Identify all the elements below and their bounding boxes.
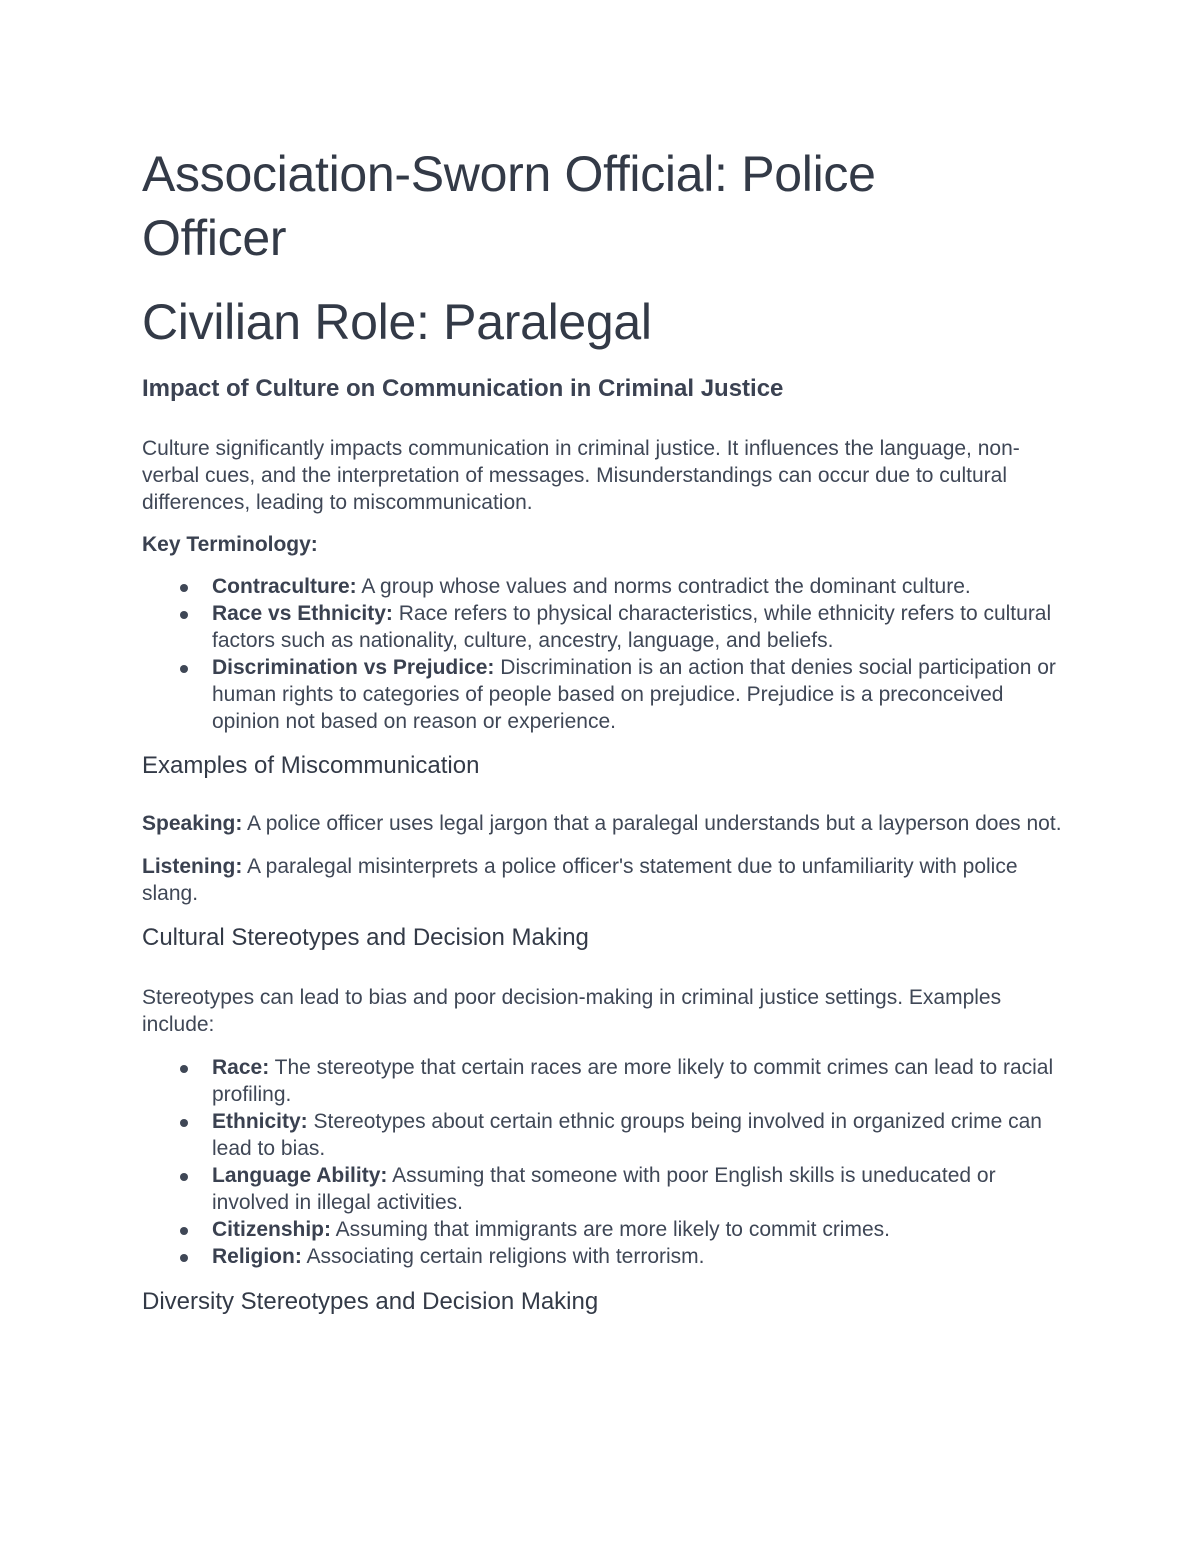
document-title (142, 142, 1062, 270)
listening-paragraph: Listening: A paralegal misinterprets a police officer's statement due to unfamiliarity with police slang. (142, 855, 1018, 905)
title-line-2: Officer (142, 210, 287, 266)
list-item: Citizenship: Assuming that immigrants are more likely to commit crimes. (142, 1216, 1062, 1243)
list-item: Contraculture: A group whose values and norms contradict the dominant culture. (142, 573, 1062, 600)
stereotypes-paragraph: Stereotypes can lead to bias and poor decision-making in criminal justice settings. Examples include: (142, 986, 1002, 1036)
section-heading-miscommunication: Examples of Miscommunication (142, 752, 480, 779)
list-item: Religion: Associating certain religions with terrorism. (142, 1243, 1062, 1270)
title-line-1: Association-Sworn Official: Police (142, 146, 876, 202)
document-subtitle: Civilian Role: Paralegal (142, 294, 652, 350)
section-heading-culture: Impact of Culture on Communication in Criminal Justice (142, 375, 784, 402)
speaking-paragraph: Speaking: A police officer uses legal jargon that a paralegal understands but a layperson does not. (142, 812, 1062, 835)
list-item: Race vs Ethnicity: Race refers to physical characteristics, while ethnicity refers to cultural factors such as nationality, culture, ancestry, language, and beliefs. (142, 600, 1062, 654)
terminology-list (142, 573, 1062, 735)
list-item: Race: The stereotype that certain races are more likely to commit crimes can lead to racial profiling. (142, 1054, 1062, 1108)
section-heading-diversity-stereotypes: Diversity Stereotypes and Decision Making (142, 1288, 599, 1315)
section-heading-cultural-stereotypes: Cultural Stereotypes and Decision Making (142, 924, 589, 951)
culture-paragraph: Culture significantly impacts communication in criminal justice. It influences the language, non-verbal cues, and the interpretation of messages. Misunderstandings can occur due to cultural differences, leading to miscommunication. (142, 437, 1020, 514)
key-terminology-label: Key Terminology: (142, 533, 318, 556)
document-page (142, 142, 1062, 1317)
list-item: Language Ability: Assuming that someone with poor English skills is uneducated or involved in illegal activities. (142, 1162, 1062, 1216)
stereotypes-list (142, 1054, 1062, 1270)
list-item: Ethnicity: Stereotypes about certain ethnic groups being involved in organized crime can lead to bias. (142, 1108, 1062, 1162)
list-item: Discrimination vs Prejudice: Discrimination is an action that denies social participation or human rights to categories of people based on prejudice. Prejudice is a preconceived opinion not based on reason or experience. (142, 654, 1062, 735)
